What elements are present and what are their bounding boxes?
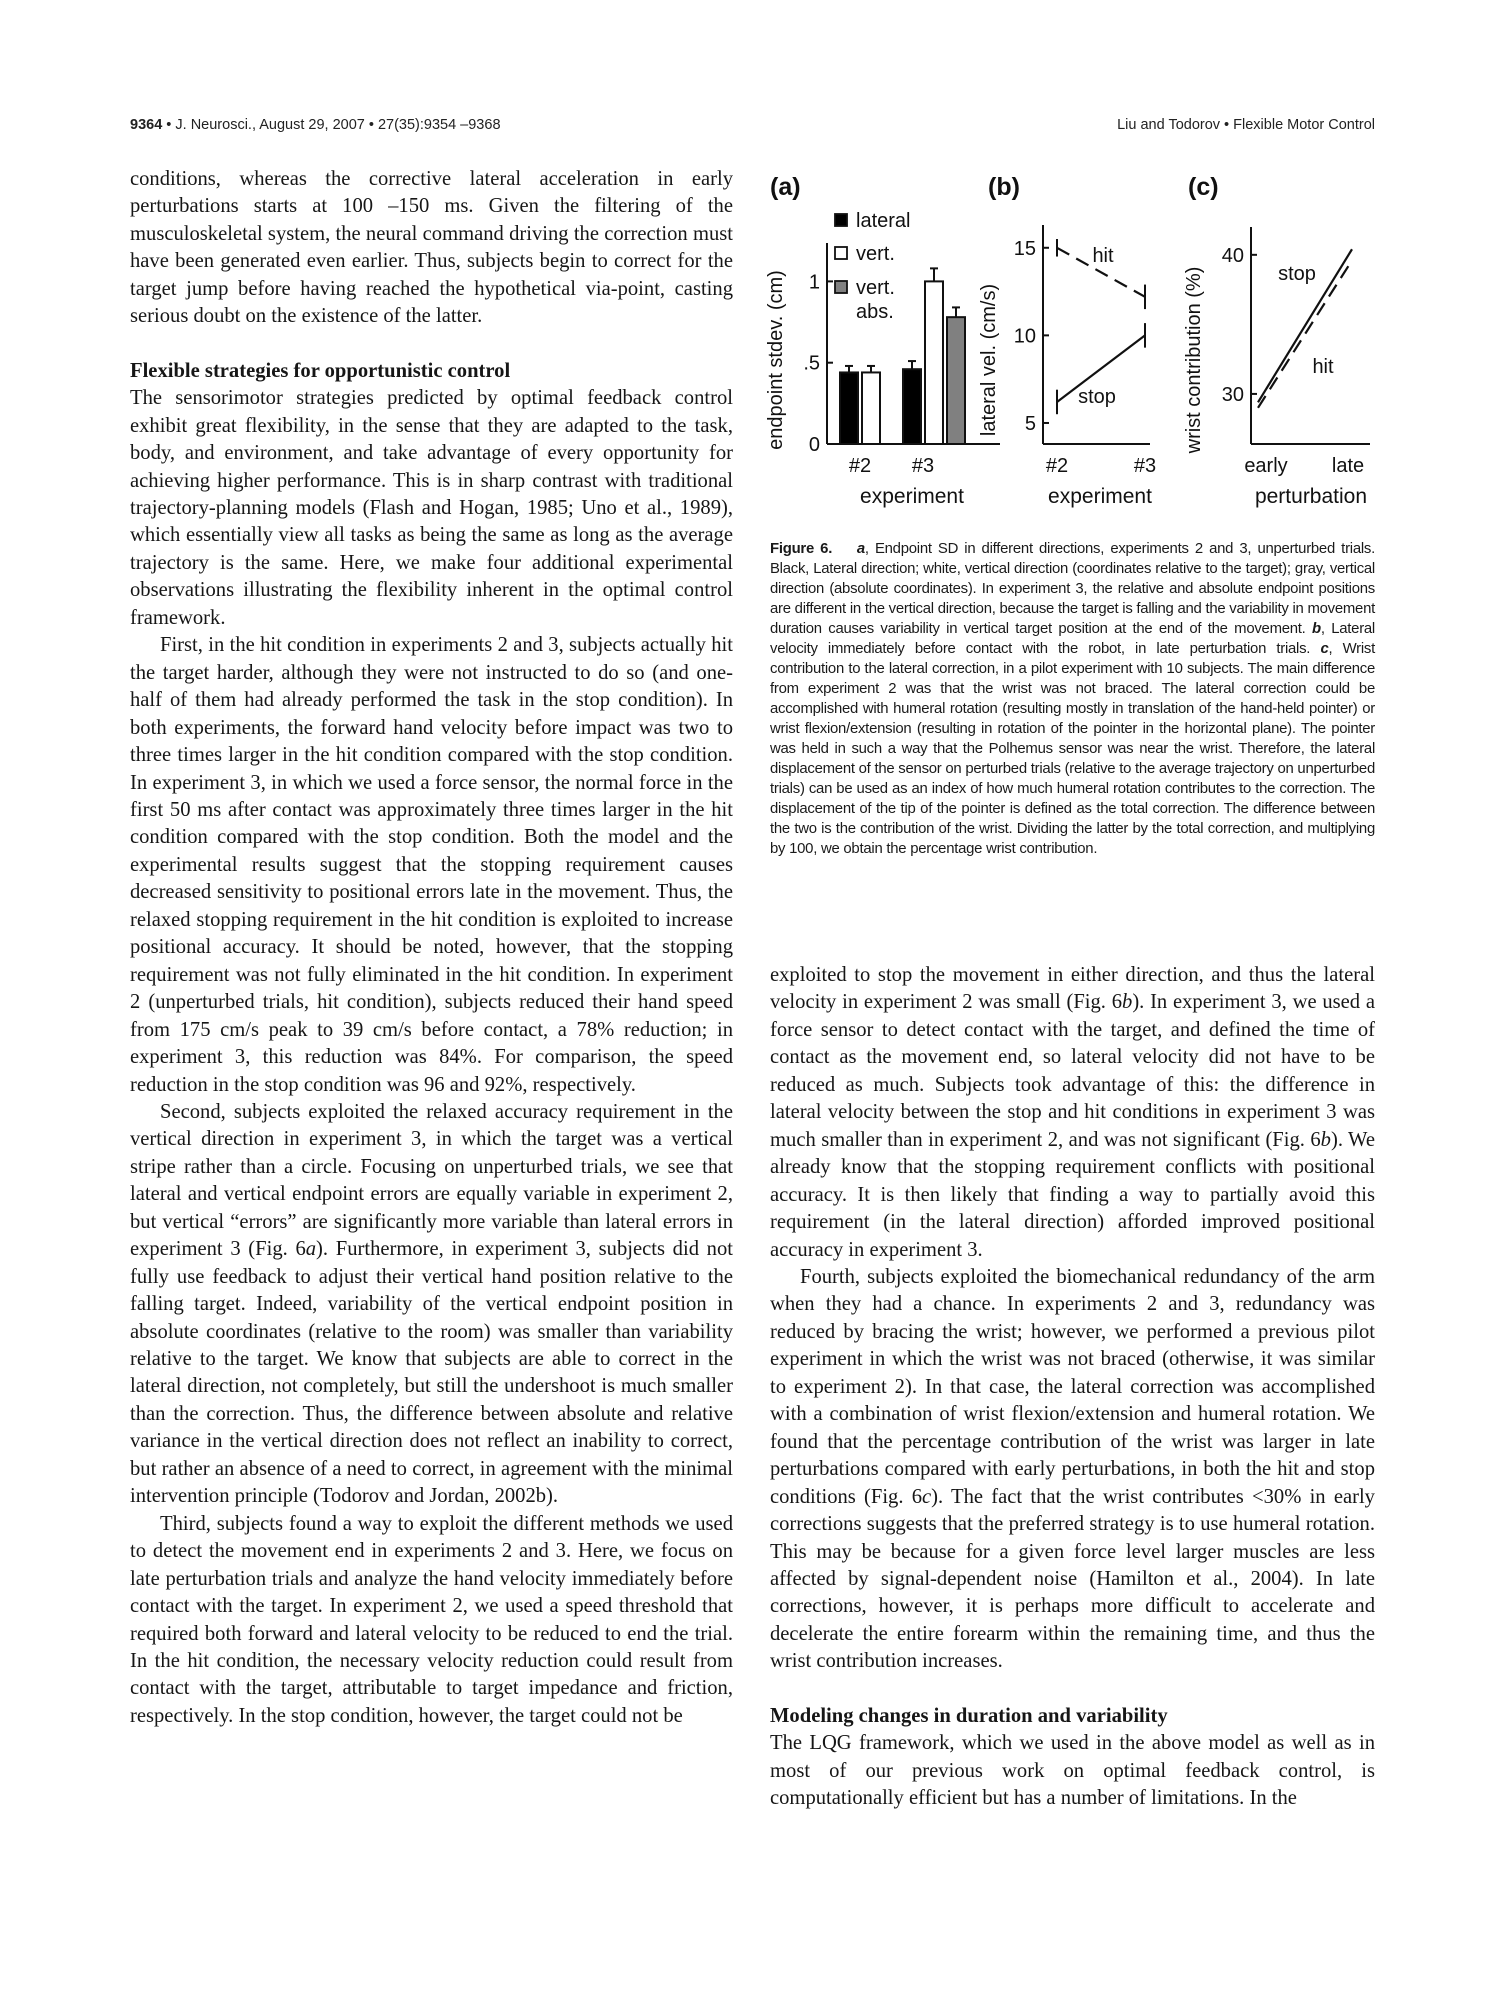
panel-c-y-axis-label: wrist contribution (%) (1183, 266, 1205, 454)
text-run: ). We already know that the stopping requirement conflicts with positional accuracy. It is then likely that finding a way to partially avoid this requirement (in the lateral direction) afforded improved positional accuracy in experiment 3. (770, 1128, 1375, 1261)
paragraph: conditions, whereas the corrective lateral acceleration in early perturbations starts at 100 –150 ms. Given the filtering of the musculoskeletal system, the neural command driving the correction must have been generated even earlier. Thus, subjects begin to correct for the target jump before having reached the hypothetical via-point, casting serious doubt on the existence of the latter. (130, 168, 733, 328)
bar-lateral (903, 369, 921, 444)
series-label-hit: hit (1092, 245, 1114, 267)
caption-panel-ref: b (1312, 621, 1321, 637)
panel-b-y-axis-label: lateral vel. (cm/s) (978, 283, 1000, 437)
panel-c-label: (c) (1188, 173, 1219, 201)
text-run: ). In experiment 3, we used a force sensor to detect contact with the target, and defined the time of contact as the movement end, so lateral velocity did not have to be reduced as much. Subjects took advantage of this: the difference in lateral velocity between the stop and hit conditions in experiment 3 was much smaller than in experiment 2, and was not significant (Fig. 6 (770, 991, 1375, 1151)
caption-text: , Endpoint SD in different directions, experiments 2 and 3, unperturbed trials. Black, Lateral direction; white, vertical direction (coordinates relative to the target); gray, vertical direction (absolute coordinates). In experiment 3, the relative and absolute endpoint positions are different in the vertical direction, because the target is falling and the variability in movement duration causes variability in vertical target position at the end of the movement. (770, 541, 1376, 637)
x-tick-label: #2 (1045, 455, 1069, 477)
figure-ref-italic: b (1320, 1128, 1331, 1151)
y-tick-label: 5 (1024, 412, 1036, 435)
bar-vert--abs- (947, 317, 965, 444)
series-label-hit: hit (1312, 356, 1334, 378)
running-header-right: Liu and Todorov • Flexible Motor Control (1117, 117, 1375, 133)
y-tick-label: .5 (803, 352, 820, 375)
right-column (770, 962, 1375, 1813)
legend-swatch (835, 214, 847, 226)
legend-swatch (835, 247, 847, 259)
x-tick-label: #3 (1133, 455, 1157, 477)
panel-b-label: (b) (988, 173, 1020, 201)
x-tick-label: #3 (911, 455, 935, 477)
paragraph (770, 962, 1375, 1264)
panel-c-plot (1222, 227, 1370, 508)
panel-a-legend (835, 210, 910, 323)
panel-a-label: (a) (770, 173, 801, 201)
text-run: ). Furthermore, in experiment 3, subjects did not fully use feedback to adjust their vertical hand position relative to the falling target. Indeed, variability of the vertical endpoint position in absolute coordinates (relative to the room) was smaller than variability relative to the target. We know that subjects are able to correct in the lateral direction, not completely, but still the undershoot is much smaller than the correction. Thus, the difference between absolute and relative variance in the vertical direction does not reflect an inability to correct, but rather an absence of a need to correct, in agreement with the minimal intervention principle (Todorov and Jordan, 2002b). (130, 1238, 733, 1508)
text-run: Second, subjects exploited the relaxed accuracy requirement in the vertical direction in experiment 3, in which the target was a vertical stripe rather than a circle. Focusing on unperturbed trials, we see that lateral and vertical endpoint errors are equally variable in experiment 2, but vertical “errors” are significantly more variable than lateral errors in experiment 3 (Fig. 6 (130, 1100, 733, 1261)
caption-label: Figure 6. (770, 541, 833, 557)
paragraph: Third, subjects found a way to exploit the different methods we used to detect the movement end in experiments 2 and 3. Here, we focus on late perturbation trials and analyze the hand velocity immediately before contact with the target. In experiment 2, we used a speed threshold that required both forward and lateral velocity to be reduced to end the trial. In the hit condition, the necessary velocity reduction could result from contact with the target, attributable to target impedance and friction, respectively. In the stop condition, however, the target could not be (130, 1512, 733, 1727)
series-label-stop: stop (1078, 386, 1116, 408)
running-header-left (130, 117, 501, 133)
x-tick-label: late (1331, 455, 1365, 477)
section-heading: Modeling changes in duration and variability (770, 1704, 1168, 1727)
x-axis-label: experiment (860, 485, 964, 508)
legend-label: vert. (856, 243, 895, 265)
paragraph: First, in the hit condition in experiments 2 and 3, subjects actually hit the target harder, although they were not instructed to do so (and one-half of them had already performed the task in the stop condition). In both experiments, the forward hand velocity before impact was two to three times larger in the hit condition compared with the stop condition. In experiment 3, in which we used a force sensor, the normal force in the first 50 ms after contact was approximately three times larger in the hit condition compared with the stop condition. Both the model and the experimental results suggest that the stopping requirement causes decreased sensitivity to positional errors late in the movement. Thus, the relaxed stopping requirement in the hit condition is exploited to increase positional accuracy. It should be noted, however, that the stopping requirement was not fully eliminated in the hit condition. In experiment 2 (unperturbed trials, hit condition), subjects reduced their hand speed from 175 cm/s peak to 39 cm/s before contact, a 78% reduction; in experiment 3, this reduction was 84%. For comparison, the speed reduction in the stop condition was 96 and 92%, respectively. (130, 634, 733, 1096)
y-tick-label: 30 (1221, 383, 1244, 406)
panel-a-y-axis-label: endpoint stdev. (cm) (765, 270, 787, 450)
journal-citation: • J. Neurosci., August 29, 2007 • 27(35):9354 –9368 (162, 117, 501, 133)
caption-panel-ref: c (1320, 641, 1329, 657)
page-number: 9364 (130, 117, 163, 133)
bar-vert- (862, 372, 880, 444)
figure-caption (770, 539, 1375, 859)
y-tick-label: 1 (808, 271, 820, 294)
figure-6 (760, 165, 1380, 525)
x-axis-label: experiment (1048, 485, 1152, 508)
series-label-stop: stop (1278, 263, 1316, 285)
x-axis-label: perturbation (1254, 485, 1368, 508)
y-tick-label: 15 (1013, 237, 1036, 260)
legend-swatch (835, 281, 847, 293)
y-tick-label: 10 (1013, 325, 1036, 348)
caption-text: , Wrist contribution to the lateral correction, in a pilot experiment with 10 subjects. The main difference from experiment 2 was that the wrist was not braced. The lateral correction could be accomplished with humeral rotation (resulting mostly in translation of the hand-held pointer) or wrist flexion/extension (resulting in rotation of the pointer in the horizontal plane). The pointer was held in such a way that the Polhemus sensor was near the wrist. Therefore, the lateral displacement of the sensor on perturbed trials (relative to the average trajectory on unperturbed trials) can be used as an index of how much humeral rotation contributes to the correction. The displacement of the tip of the pointer is defined as the total correction. The difference between the two is the contribution of the wrist. Dividing the latter by the total correction, and multiplying by 100, we obtain the percentage wrist contribution. (770, 641, 1376, 857)
text-run: Fourth, subjects exploited the biomechanical redundancy of the arm when they had a chance. In experiments 2 and 3, redundancy was reduced by bracing the wrist; however, we performed a previous pilot experiment in which the wrist was not braced (otherwise, it was similar to experiment 2). In that case, the lateral correction was accomplished with a combination of wrist flexion/extension and humeral rotation. We found that the percentage contribution of the wrist was larger in late perturbations compared with early perturbations, in both the hit and stop conditions (Fig. 6 (770, 1265, 1375, 1508)
y-tick-label: 0 (808, 434, 820, 456)
section-heading: Flexible strategies for opportunistic control (130, 359, 511, 382)
text-run: exploited to stop the movement in either direction, and thus the lateral velocity in experiment 2 was small (Fig. 6 (770, 964, 1375, 1014)
caption-panel-ref: a (856, 541, 865, 557)
x-tick-label: early (1244, 455, 1288, 477)
panel-a-plot (803, 243, 1000, 508)
text-run: ). The fact that the wrist contributes <30% in early corrections suggests that the preferred strategy is to use humeral rotation. This may be because for a given force level larger muscles are less affected by signal-dependent noise (Hamilton et al., 2004). In late corrections, however, it is perhaps more difficult to accelerate and decelerate the entire forearm within the remaining time, and thus the wrist contribution increases. (770, 1485, 1375, 1673)
bar-vert- (925, 281, 943, 444)
left-column (130, 166, 733, 1730)
figure-ref-italic: c (922, 1485, 932, 1508)
paragraph (770, 1264, 1375, 1676)
paragraph: The LQG framework, which we used in the above model as well as in most of our previous work on optimal feedback control, is computationally efficient but has a number of limitations. In the (770, 1732, 1375, 1810)
legend-label: lateral (856, 210, 911, 232)
figure-ref-italic: b (1122, 991, 1133, 1014)
bar-lateral (840, 372, 858, 444)
y-tick-label: 40 (1221, 244, 1244, 267)
figure-ref-italic: a (305, 1238, 317, 1261)
legend-label: vert. (856, 277, 895, 299)
caption-text: , Lateral velocity immediately before contact with the robot, in late perturbation trials. (770, 621, 1375, 657)
paragraph (130, 1099, 733, 1511)
panel-b-plot (1014, 225, 1156, 508)
x-tick-label: #2 (848, 455, 872, 477)
paragraph: The sensorimotor strategies predicted by optimal feedback control exhibit great flexibility, in the sense that they are adapted to the task, body, and environment, and take advantage of every opportunity for achieving higher performance. This is in sharp contrast with traditional trajectory-planning models (Flash and Hogan, 1985; Uno et al., 1989), which essentially view all tasks as being the same as long as the average trajectory is the same. Here, we make four additional experimental observations illustrating the flexibility inherent in the optimal control framework. (130, 387, 733, 629)
legend-label: abs. (856, 301, 894, 323)
